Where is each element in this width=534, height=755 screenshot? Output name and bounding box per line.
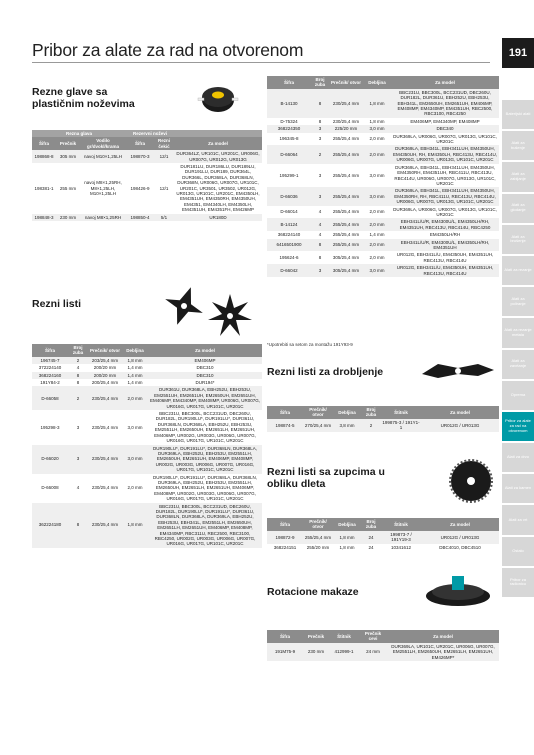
table-cell: 1,4 mm (363, 231, 391, 238)
table-cell: 1,8 mm (333, 544, 361, 551)
table-cell: 368224160 (32, 372, 68, 379)
table-cell: 255/25,4 mm (329, 164, 363, 188)
column-header: Prečnik/ otvor (303, 406, 333, 419)
table-cell: UR012G / UR013G (421, 531, 499, 544)
table-cell: 2,0 mm (363, 133, 391, 146)
table-cell: 230/25,4 mm (88, 386, 122, 410)
table-row (267, 239, 499, 252)
table-cell: DUR369LA, EBH341L, EBH341LUH, EM4350UH, EM4350RH, EM4351UH, RBC411U, RBC413U, RBC414U, UR006G, UR007G, UR013G, UR101C, UR201C (391, 164, 499, 188)
table-row (32, 163, 262, 214)
table-cell: 199875-3 / 191Y1-1 (382, 419, 420, 431)
table-cell: DUR369LA, UR101C, UR201C, UR006G, UR007G, EM2551LH, EM2650UH, EM2651LH, EM2651UH, EM426MP* (387, 643, 499, 661)
table-cell: 255/25,4 mm (329, 145, 363, 163)
table-cell: 198426-9 (126, 163, 154, 214)
table-cell: 3 (311, 133, 329, 146)
page-number: 191 (502, 38, 534, 68)
table-cell: 198874-5 (267, 419, 303, 432)
sidebar-tab[interactable]: Alati za kamen (502, 474, 534, 503)
column-header: Za model (391, 76, 499, 89)
sidebar-tab[interactable]: Alati za zabijanje (502, 162, 534, 191)
column-header: Debljina (333, 518, 361, 531)
sidebar-tab[interactable]: Alati za vrt (502, 505, 534, 534)
column-header: Vodilo gr/dvokl/krama (80, 137, 126, 150)
table-cell: 24 mm (359, 643, 387, 661)
table-cell: 2 (311, 145, 329, 163)
table-cell: DBC310 (148, 364, 262, 371)
table-cell: 2,0 mm (363, 218, 391, 231)
table-row (32, 214, 262, 221)
table-cell: 255 mm (56, 163, 80, 214)
sidebar-tab[interactable]: Alati za brušenje (502, 225, 534, 254)
table-cell: 362224180 (32, 503, 68, 548)
table-row (267, 544, 499, 551)
table-cell: 191Y84-2 (32, 379, 68, 386)
table-cell: 1,8 mm (122, 357, 148, 364)
column-header: Rezni čekić (154, 137, 174, 150)
sidebar-tab[interactable]: Pribor za alate za rad na otvorenom (502, 412, 534, 441)
table-cell: 2 (361, 419, 381, 432)
table-cell: 195624-6 (267, 251, 311, 264)
rotary-shears-table (267, 630, 499, 661)
sidebar-tab[interactable]: Alati za drvo (502, 443, 534, 472)
table-cell: 1,4 mm (122, 379, 148, 386)
table-cell: 200/20 mm (88, 372, 122, 379)
sidebar-tab[interactable]: Alati za zavrtanje (502, 350, 534, 379)
table-cell: DUR190LU*, DUR191LU*, DUR368LN, DUR368LA, DUR369LA, EBH252U, EBH253U, EM2551LH, EM2650UH, EM2651UH, EM406MP, EM408MP, UR002G, UR003G, UR006G, UR007G, UR016G, UR017G, UR101C, UR201C (148, 445, 262, 474)
table-cell: 2,0 mm (122, 386, 148, 410)
table-row (32, 150, 262, 163)
table-cell: 2,0 mm (363, 251, 391, 264)
table-cell: DUR369LA, UR006G, UR007G, UR013G, UR101C, UR201C (391, 133, 499, 146)
table-cell: 3,0 mm (363, 125, 391, 132)
table-cell: 4 (311, 206, 329, 219)
table-cell: 255/25,4 mm (329, 239, 363, 252)
table-cell: 225/20 mm (329, 125, 363, 132)
table-row (267, 187, 499, 205)
table-cell: BBC231U, BBC300L, BCC231UD, DBC260U, DUR182L, DUR190LU*, DUR191LU*, DUR361U, DUR368LN, DUR368LA, EBH252U, EBH253U, EM2551LH, EM2650UH, EM2651LH, EM2651UH, EM406MP, UR002G, UR003G, UR006G, UR007G, UR016G, UR017G, UR101C, UR201C (148, 410, 262, 444)
table-cell: 200/25,4 mm (88, 379, 122, 386)
table-cell: 2 (68, 386, 88, 410)
table-row (267, 264, 499, 277)
sidebar-tab[interactable]: Alati za rezanje metala (502, 318, 534, 347)
table-cell: DUR369LA, EBH341L, EBH341LUH, EM4350UH, EM4350RH, RH, RBC411U, RBC413U, RBC414U, UR006G, UR007G, UR013G, UR101C, UR201C (391, 187, 499, 205)
table-cell: 191M75-9 (267, 643, 303, 661)
table-row (267, 531, 499, 544)
table-cell: 2,0 mm (363, 145, 391, 163)
table-cell: D-66064 (267, 145, 311, 163)
table-cell: DUR369LA, UR006G, UR007G, UR013G, UR101C, UR201C (391, 206, 499, 219)
table-cell: 1,8 mm (122, 503, 148, 548)
section-sidebar (502, 100, 534, 599)
table-cell: 2,0 mm (363, 206, 391, 219)
blades-table (32, 344, 262, 548)
table-cell: 3 (68, 410, 88, 444)
table-row (267, 89, 499, 118)
table-cell: 230/25,4 mm (88, 410, 122, 444)
table-cell: 305/25,4 mm (329, 251, 363, 264)
table-cell: navoj M8×1,25RH, M8×1,25LH, M10×1,25LH (80, 163, 126, 214)
table-cell: navoj M10×1,25LH (80, 150, 126, 163)
sidebar-tab[interactable]: Alati za bušenje (502, 131, 534, 160)
table-cell: 3,0 mm (363, 187, 391, 205)
table-cell: 255/25,4 mm (303, 531, 333, 544)
page-title: Pribor za alate za rad na otvorenom (32, 40, 304, 60)
table-cell: 255/25,4 mm (329, 218, 363, 231)
table-row (32, 474, 262, 503)
table-cell: 255/25,4 mm (329, 187, 363, 205)
table-cell: 3,0 mm (363, 164, 391, 188)
sidebar-tab[interactable]: Alati za poliranje (502, 287, 534, 316)
table-cell: 3,0 mm (122, 445, 148, 474)
table-cell: 372224140 (32, 364, 68, 371)
table-cell: 230/25,4 mm (88, 503, 122, 548)
chisel-blade-icon (448, 458, 494, 504)
sidebar-tab[interactable]: Pribor za radionicu (502, 568, 534, 597)
column-header: Za model (387, 630, 499, 643)
blades-table-continued (267, 76, 499, 277)
table-cell: 8 (68, 372, 88, 379)
table-cell: 10341612 (381, 544, 421, 551)
column-header: Prečnik cevi (359, 630, 387, 643)
table-cell: UR012G, EBH341L/U, EM4350UH, EM4351UH, RBC413U, RBC414U (391, 251, 499, 264)
table-cell: 2,0 mm (122, 474, 148, 503)
table-cell: 3,0 mm (363, 264, 391, 277)
column-header: Prečnik (303, 630, 329, 643)
table-cell: D-66014 (267, 206, 311, 219)
table-cell: DUR364LZ, UR101C, UR201C, UR006G, UR007G, UR012G, UR013G (174, 150, 262, 163)
group-header-head: Rezna glava (32, 130, 126, 137)
table-cell: 3 (311, 125, 329, 132)
table-cell: 230/25,4 mm (329, 89, 363, 118)
column-header: Za model (421, 518, 499, 531)
column-header: Prečnik/ otvor (88, 344, 122, 357)
table-cell: 305 mm (56, 150, 80, 163)
table-cell: UR012G / UR013G (421, 419, 499, 432)
table-cell: 199873-7 / 191Y19-3 (381, 531, 421, 544)
table-row (267, 125, 499, 132)
table-cell: D-66058 (32, 386, 68, 410)
table-cell: 230/25,4 mm (88, 445, 122, 474)
table-row (267, 251, 499, 264)
table-cell: 305/25,4 mm (329, 264, 363, 277)
section-title-plastic-heads: Rezne glave sa plastičnim noževima (32, 86, 135, 110)
table-cell: 1,4 mm (122, 364, 148, 371)
table-row (267, 231, 499, 238)
table-cell: EM406MP (148, 357, 262, 364)
column-header: Debljina (122, 344, 148, 357)
column-header: Za model (148, 344, 262, 357)
table-row (32, 372, 262, 379)
table-row (267, 145, 499, 163)
table-cell: 3 (68, 445, 88, 474)
plastic-heads-table (32, 130, 262, 221)
table-cell: B-14130 (267, 89, 311, 118)
table-cell: 368224151 (267, 544, 303, 551)
table-cell: navoj M8×1,25RH (80, 214, 126, 221)
table-cell: 5/1 (154, 214, 174, 221)
table-cell: 3 (311, 187, 329, 205)
table-cell: 230 mm (303, 643, 329, 661)
table-cell: EBH341L/U/R, EM4300U/L, EM4350LH/RH, EM4351UH, RBC413U, RBC414U, RBC4250 (391, 218, 499, 231)
column-header: Šifra (267, 630, 303, 643)
column-header: Debljina (363, 76, 391, 89)
chisel-blades-table (267, 518, 499, 551)
column-header: Šifra (267, 518, 303, 531)
group-header-spare: Rezervni noževi (126, 130, 174, 137)
column-header: Šifra (32, 344, 68, 357)
column-header: Prečnik/ otvor (329, 76, 363, 89)
table-cell: 196345-8 (267, 133, 311, 146)
mounting-note: *Upotrebiti sa setom za montažu 191Y93-9 (267, 342, 353, 347)
table-cell: 195298-3 (32, 410, 68, 444)
rotary-shears-icon (418, 572, 498, 616)
table-cell: 412999-1 (329, 643, 359, 661)
trimmer-head-icon (196, 78, 240, 118)
table-cell: 3,0 mm (122, 410, 148, 444)
table-cell: 4 (68, 474, 88, 503)
table-cell: 2,0 mm (363, 239, 391, 252)
column-header: Štitnik (329, 630, 359, 643)
table-row (267, 164, 499, 188)
table-cell: 1,8 mm (363, 89, 391, 118)
table-cell: 2 (68, 357, 88, 364)
sidebar-tab[interactable]: Oprema (502, 381, 534, 410)
table-cell: 203/25,4 mm (88, 357, 122, 364)
table-cell: 1,8 mm (363, 118, 391, 125)
table-cell: 8 (311, 118, 329, 125)
table-cell: D-66036 (267, 187, 311, 205)
table-row (32, 364, 262, 371)
column-header: Za model (421, 406, 499, 419)
table-cell: 230/25,4 mm (329, 118, 363, 125)
table-cell: 24 (361, 531, 381, 544)
column-header: Štitnik (381, 518, 421, 531)
top-divider (32, 62, 490, 63)
column-header: Broj zuba (311, 76, 329, 89)
table-cell: 8 (311, 239, 329, 252)
table-row (32, 379, 262, 386)
column-header: Prečnik (56, 137, 80, 150)
table-cell: 255/25,4 mm (329, 206, 363, 219)
table-cell: 3 (311, 164, 329, 188)
table-cell: BBC231U, BBC300L, BCC231UD, DBC260U, DUR182L, DUR361U, EBH252U, EBH253U, EBH341L, EM2650UH, EM2651UH, EM406MP, EM408MP, EM4340MP, EM4351UH, RBC2500, RBC3100, RBC4250 (391, 89, 499, 118)
column-header: Broj zuba (361, 406, 381, 419)
sidebar-tab[interactable]: Baterijski alati (502, 100, 534, 129)
table-cell: 4 (311, 231, 329, 238)
table-cell: 198381-1 (32, 163, 56, 214)
table-cell: 3,8 mm (333, 419, 361, 432)
table-cell: 12/1 (154, 163, 174, 214)
table-cell: 195299-1 (267, 164, 311, 188)
table-cell: 12/1 (154, 150, 174, 163)
table-cell: UR012G, EBH341L/U, EM4350UH, EM4351UH, RBC413U, RBC414U (391, 264, 499, 277)
table-cell: 230/25,4 mm (88, 474, 122, 503)
table-cell: 270/25,4 mm (303, 419, 333, 432)
table-cell: D-66042 (267, 264, 311, 277)
table-cell: 1,4 mm (122, 372, 148, 379)
table-cell: 198868-8 (32, 150, 56, 163)
table-row (32, 503, 262, 548)
table-cell: 368224140 (267, 231, 311, 238)
table-cell: 255/25,4 mm (329, 133, 363, 146)
column-header: Štitnik (381, 406, 421, 419)
section-title-chisel-blades: Rezni listi sa zupcima u obliku dleta (267, 466, 385, 490)
table-cell: DUR194* (148, 379, 262, 386)
table-cell: 230 mm (56, 214, 80, 221)
section-title-rotary-shears: Rotacione makaze (267, 586, 359, 598)
table-cell: DBC310 (148, 372, 262, 379)
mulching-blades-table (267, 406, 499, 432)
table-cell: EM406MP, EM4340MP, EM408MP (391, 118, 499, 125)
table-row (267, 118, 499, 125)
table-row (32, 357, 262, 364)
table-cell: 255/20 mm (303, 544, 333, 551)
table-cell: 6416501900 (267, 239, 311, 252)
table-cell: 8 (311, 251, 329, 264)
table-cell: DBC340 (391, 125, 499, 132)
blade-2-teeth-icon (160, 282, 208, 330)
table-cell: 8 (68, 503, 88, 548)
column-header: Za model (174, 137, 262, 150)
table-cell: BBC231U, BBC300L, BCC231UD, DBC260U, DUR182L, DUR190LU*, DUR191LU*, DUR361U, DUR368LN, DUR368LA, DUR369LA, EBH252U, EBH253U, EBH341L, EM2551LH, EM2650UH, EM2651LH, EM2651UH, EM406MP, EM408MP, EM4340MP, RBC311U, RBC2500, RBC3100, RBC4250, UR002G, UR003G, UR006G, UR007G, UR016G, UR017G, UR101C, UR201C (148, 503, 262, 548)
sidebar-tab[interactable]: Alati za rezanje (502, 256, 534, 285)
table-cell: D-66020 (32, 445, 68, 474)
table-row (32, 386, 262, 410)
table-cell: 24 (361, 544, 381, 551)
table-cell: 198870-3 (126, 150, 154, 163)
table-cell: 3 (311, 264, 329, 277)
table-cell: DUR190LU*, DUR191LU*, DUR368LA, DUR368LN, DUR369LA, EBH252U, EBH253U, EM2551LH, EM2650UH, EM2651LH, EM2651UH, EM406MP, EM408MP, UR002G, UR003G, UR006G, UR007G, UR016G, UR017G, UR101C, UR201C (148, 474, 262, 503)
table-row (267, 643, 499, 661)
column-header: Prečnik/ otvor (303, 518, 333, 531)
table-cell: 198848-3 (32, 214, 56, 221)
table-cell: 198850-4 (126, 214, 154, 221)
table-cell: DUR181LU, DUR186LU, DUR189LU, DUR191LU, DUR189, DUR364L, DUR366L, DUR368LA, DUR368LN, DUR368N, UR006G, UR007G, UR101C, UR201C, UR3501, UR3502, UR012G, UR013G, UR101C, UR201C, EM4350LH, EM4351UH, EM4350RH, EM4350UH, EM4351, EM4340LH, EM4350LH, EM4351UH, EM4351FH, EM426MP (174, 163, 262, 214)
table-cell: UR180D (174, 214, 262, 221)
table-row (32, 445, 262, 474)
table-cell: B-14124 (267, 218, 311, 231)
table-row (267, 133, 499, 146)
column-header: Broj zuba (68, 344, 88, 357)
table-row (267, 419, 499, 432)
column-header: Šifra (267, 406, 303, 419)
table-cell: 200/20 mm (88, 364, 122, 371)
column-header: Šifra (32, 137, 56, 150)
table-cell: D-66008 (32, 474, 68, 503)
table-cell: 4 (311, 218, 329, 231)
table-cell: 368224350 (267, 125, 311, 132)
table-cell: DUR361U, DUR368LA, EBH252U, EBH253U, EM2551UH, EM2651UH, EM2650UH, EM2651UH, EM406MP, EM4340MP, EM408MP, UR006G, UR007G, UR016G, UR017G, UR101C, UR201C (149, 387, 261, 409)
table-cell: 196745-7 (32, 357, 68, 364)
table-cell: 198872-9 (267, 531, 303, 544)
blade-4-teeth-icon (206, 292, 254, 340)
column-header: Debljina (333, 406, 361, 419)
table-cell: 255/25,4 mm (329, 231, 363, 238)
table-row (267, 218, 499, 231)
table-cell: EBH341L/U/R, EM4300U/L, EM4350LH/RH, EM4351UH (391, 239, 499, 252)
table-cell: 4 (68, 364, 88, 371)
table-cell: 8 (311, 89, 329, 118)
section-title-blades: Rezni listi (32, 298, 82, 310)
table-cell: 8 (68, 379, 88, 386)
sidebar-tab[interactable]: Alati za glodanje (502, 194, 534, 223)
table-cell: EM4350LH/RH (391, 231, 499, 238)
table-cell: D-75324 (267, 118, 311, 125)
section-title-mulching-blades: Rezni listi za drobljenje (267, 366, 384, 378)
table-cell: DUR369LA, EBH341L, EBH341LUH, EM4350UH, EM4350UH, RH, EM4350LH, RBC413U, RBC414U, UR006G, UR007G, UR013G, UR101C, UR201C (392, 146, 498, 163)
table-row (267, 206, 499, 219)
mulching-blade-icon (418, 356, 498, 386)
column-header: Šifra (126, 137, 154, 150)
column-header: Šifra (267, 76, 311, 89)
table-cell: 1,8 mm (333, 531, 361, 544)
column-header: Broj zuba (361, 518, 381, 531)
table-row (32, 410, 262, 444)
table-cell: DBC4010, DBC4510 (421, 544, 499, 551)
sidebar-tab[interactable]: Ostalo (502, 537, 534, 566)
